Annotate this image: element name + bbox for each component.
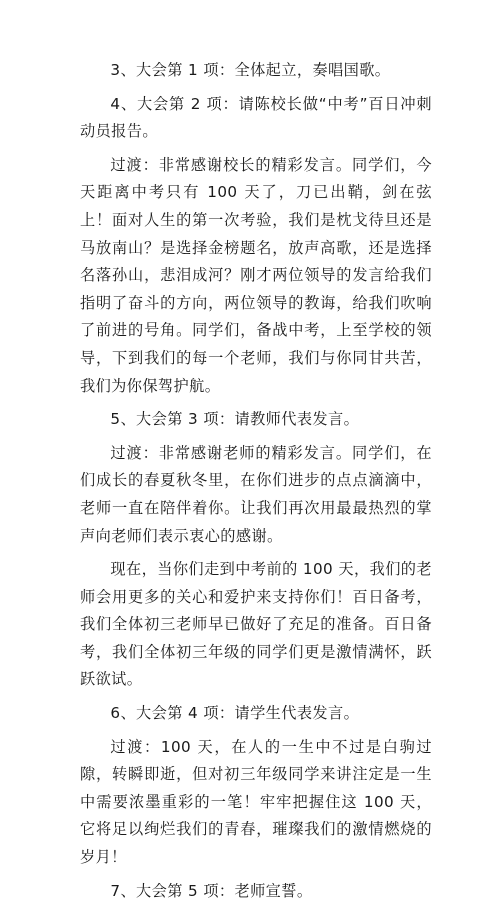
agenda-item-7: 7、大会第 5 项：老师宣誓。: [110, 881, 313, 900]
agenda-item-5: 5、大会第 3 项：请教师代表发言。: [110, 410, 360, 429]
transition-paragraph-2: 过渡：非常感谢老师的精彩发言。同学们，在们成长的春夏秋冬里，在你们进步的点点滴滴中，老师一直在陪伴着你。让我们再次用最最热烈的掌声向老师们表示衷心的感谢。: [80, 443, 432, 545]
agenda-item-4: 4、大会第 2 项：请陈校长做“中考”百日冲刺动员报告。: [80, 94, 432, 141]
document-body: [80, 57, 432, 911]
transition-paragraph-1: 过渡：非常感谢校长的精彩发言。同学们，今天距离中考只有 100 天了，刀已出鞘，剑在弦上！面对人生的第一次考验，我们是枕戈待旦还是马放南山？是选择金榜题名，放声高歌，还是选择名落孙山，悲泪成河？刚才两位领导的发言给我们指明了奋斗的方向，两位领导的教诲，给我们吹响了前进的号角。同学们，备战中考，上至学校的领导，下到我们的每一个老师，我们与你同甘共苦，我们为你保驾护航。: [80, 155, 432, 395]
transition-paragraph-3: 过渡：100 天，在人的一生中不过是白驹过隙，转瞬即逝，但对初三年级同学来讲注定是一生中需要浓墨重彩的一笔！牢牢把握住这 100 天，它将足以绚烂我们的青春，璀璨我们的激情燃烧的岁月！: [80, 737, 432, 867]
agenda-item-3: 3、大会第 1 项：全体起立，奏唱国歌。: [110, 61, 391, 79]
agenda-item-6: 6、大会第 4 项：请学生代表发言。: [110, 704, 360, 723]
body-paragraph: 现在，当你们走到中考前的 100 天，我们的老师会用更多的关心和爱护来支持你们！百日备考，我们全体初三老师早已做好了充足的准备。百日备考，我们全体初三年级的同学们更是激情满怀，跃跃欲试。: [80, 560, 432, 689]
